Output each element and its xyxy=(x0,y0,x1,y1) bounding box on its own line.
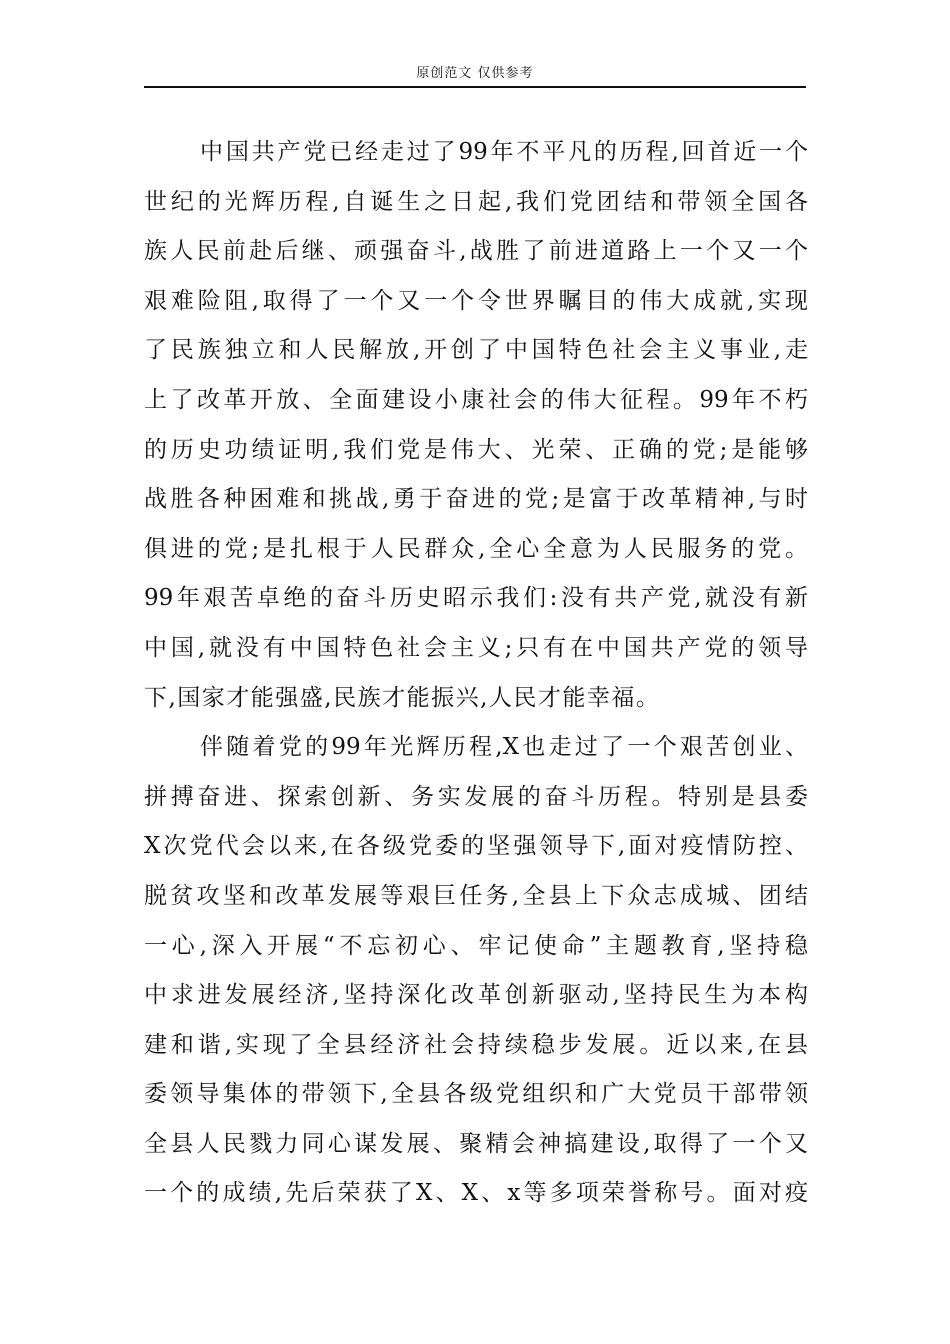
text-line: 世纪的光辉历程,自诞生之日起,我们党团结和带领全国各 xyxy=(144,188,808,215)
text-line: 99年艰苦卓绝的奋斗历史昭示我们:没有共产党,就没有新 xyxy=(144,585,808,612)
text-line: 一心,深入开展“不忘初心、牢记使命”主题教育,坚持稳 xyxy=(144,932,808,959)
text-line: 拼搏奋进、探索创新、务实发展的奋斗历程。特别是县委 xyxy=(144,783,808,810)
text-line: 上了改革开放、全面建设小康社会的伟大征程。99年不朽 xyxy=(144,386,808,413)
document-body xyxy=(144,128,808,1219)
text-line: 委领导集体的带领下,全县各级党组织和广大党员干部带领 xyxy=(144,1081,808,1108)
text-line: 族人民前赴后继、顽强奋斗,战胜了前进道路上一个又一个 xyxy=(144,238,808,265)
text-line: 伴随着党的99年光辉历程,X也走过了一个艰苦创业、 xyxy=(200,734,808,761)
text-line: 中国共产党已经走过了99年不平凡的历程,回首近一个 xyxy=(200,139,808,165)
text-line: 的历史功绩证明,我们党是伟大、光荣、正确的党;是能够 xyxy=(144,436,808,463)
text-line: 艰难险阻,取得了一个又一个令世界瞩目的伟大成就,实现 xyxy=(144,287,808,314)
text-line: 脱贫攻坚和改革发展等艰巨任务,全县上下众志成城、团结 xyxy=(144,882,808,909)
text-line: 中求进发展经济,坚持深化改革创新驱动,坚持民生为本构 xyxy=(144,982,808,1009)
paragraph-2 xyxy=(144,723,808,1219)
text-line: 一个的成绩,先后荣获了X、X、x等多项荣誉称号。面对疫 xyxy=(144,1180,808,1207)
text-line: 建和谐,实现了全县经济社会持续稳步发展。近以来,在县 xyxy=(144,1031,808,1058)
text-line: 了民族独立和人民解放,开创了中国特色社会主义事业,走 xyxy=(144,337,808,364)
text-line: X次党代会以来,在各级党委的坚强领导下,面对疫情防控、 xyxy=(144,833,808,860)
text-line: 全县人民戮力同心谋发展、聚精会神搞建设,取得了一个又 xyxy=(144,1130,808,1157)
text-line: 战胜各种困难和挑战,勇于奋进的党;是富于改革精神,与时 xyxy=(144,486,808,513)
page-header: 原创范文 仅供参考 xyxy=(144,64,806,88)
paragraph-1 xyxy=(144,128,808,723)
text-line: 中国,就没有中国特色社会主义;只有在中国共产党的领导 xyxy=(144,634,808,661)
text-line: 下,国家才能强盛,民族才能振兴,人民才能幸福。 xyxy=(144,684,661,711)
text-line: 俱进的党;是扎根于人民群众,全心全意为人民服务的党。 xyxy=(144,535,808,562)
